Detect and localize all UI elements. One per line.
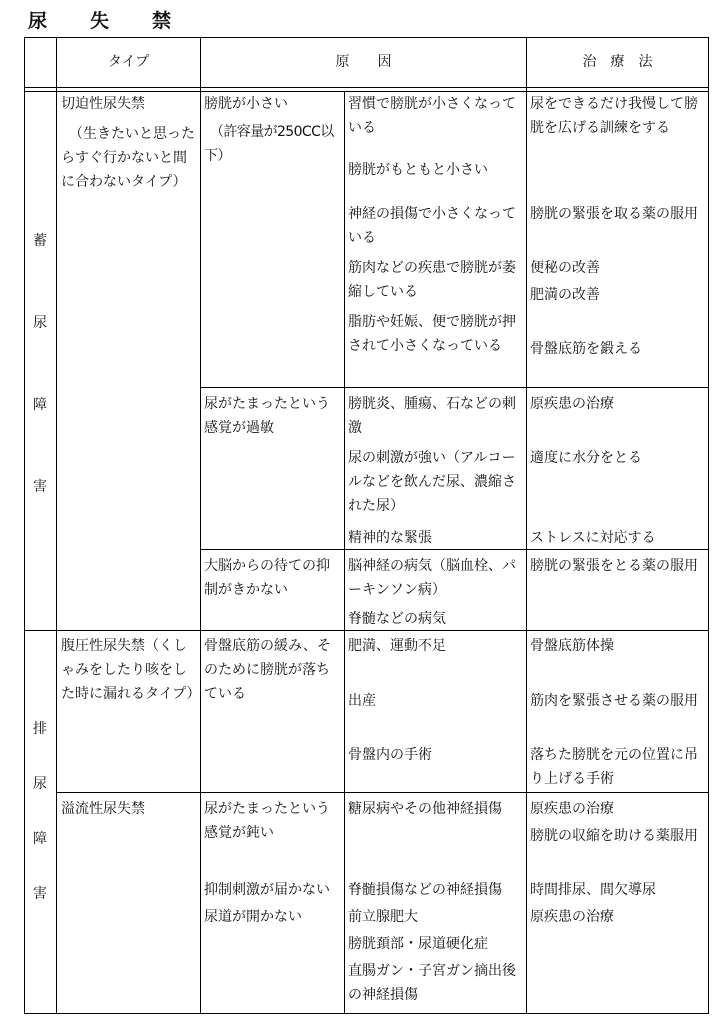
treatment-water: 適度に水分をとる xyxy=(530,450,642,466)
treatment-pelvic-exercise: 骨盤底筋体操 xyxy=(530,638,614,654)
cause-detail-fat-pregnancy: 脂肪や妊娠、便で膀胱が押されて小さくなっている xyxy=(348,314,516,354)
column-rule xyxy=(56,37,57,1014)
table-border-bottom xyxy=(24,1013,708,1014)
table-border-top xyxy=(24,37,708,38)
treatment-contraction-drug: 膀胱の収縮を助ける薬服用 xyxy=(530,828,698,844)
type-urge-description: （生きたいと思ったらすぐ行かないと間に合わないタイプ） xyxy=(61,126,195,190)
group-label-voiding: 排 尿 障 害 xyxy=(33,721,47,902)
cause-detail-originally-small: 膀胱がもともと小さい xyxy=(348,162,488,178)
treatment-hold-training: 尿をできるだけ我慢して膀胱を広げる訓練をする xyxy=(530,96,698,136)
cause-signal-fail: 抑制刺激が届かない xyxy=(204,882,330,898)
cause-detail-obesity: 肥満、運動不足 xyxy=(348,638,446,654)
cause-detail-strong-stimulus: 尿の刺激が強い（アルコールなどを飲んだ尿、濃縮された尿） xyxy=(348,450,516,514)
cause-detail-mental-tension: 精神的な緊張 xyxy=(348,530,432,546)
treatment-disease-3: 原疾患の治療 xyxy=(530,909,614,925)
cause-oversensitive: 尿がたまったという感覚が過敏 xyxy=(204,396,330,436)
cause-detail-habit: 習慣で膀胱が小さくなっている xyxy=(348,96,516,136)
cause-pelvic-loose: 骨盤底筋の緩み、そのために膀胱が落ちている xyxy=(204,638,331,702)
cause-detail-cystitis: 膀胱炎、腫瘍、石などの刺激 xyxy=(348,396,516,436)
treatment-disease: 原疾患の治療 xyxy=(530,396,614,412)
cause-detail-brain-nerve: 脳神経の病気（脳血栓、パーキンソン病） xyxy=(348,558,516,598)
cause-small-bladder-note: （許容量が250CC以下） xyxy=(204,124,334,164)
cause-detail-diabetes: 糖尿病やその他神経損傷 xyxy=(348,801,502,817)
cause-detail-rectal-cancer: 直腸ガン・子宮ガン摘出後の神経損傷 xyxy=(348,963,516,1003)
header-cause: 原 因 xyxy=(335,54,392,70)
document-title: 尿 失 禁 xyxy=(28,10,184,32)
treatment-stress: ストレスに対応する xyxy=(530,530,656,546)
treatment-lift-surgery: 落ちた膀胱を元の位置に吊り上げる手術 xyxy=(530,747,698,787)
treatment-tension-drug: 筋肉を緊張させる薬の服用 xyxy=(530,693,698,709)
cause-detail-muscle-disease: 筋肉などの疾患で膀胱が萎縮している xyxy=(348,260,516,300)
treatment-pelvic-train: 骨盤底筋を鍛える xyxy=(530,341,642,357)
treatment-timed-voiding: 時間排尿、間欠導尿 xyxy=(530,882,656,898)
column-rule xyxy=(344,91,345,1014)
treatment-obesity: 肥満の改善 xyxy=(530,287,600,303)
cause-detail-bladder-neck: 膀胱頚部・尿道硬化症 xyxy=(348,936,488,952)
type-overflow: 溢流性尿失禁 xyxy=(61,801,145,817)
treatment-constipation: 便秘の改善 xyxy=(530,260,600,276)
table-border-right xyxy=(708,37,709,1014)
header-treatment: 治 療 法 xyxy=(582,54,653,70)
header-type: タイプ xyxy=(107,54,150,70)
column-rule xyxy=(200,37,201,1014)
type-stress: 腹圧性尿失禁（くしゃみをしたり咳をした時に漏れるタイプ） xyxy=(61,638,201,702)
treatment-relax-drug-2: 膀胱の緊張をとる薬の服用 xyxy=(530,558,698,574)
cause-dull-sensation: 尿がたまったという感覚が鈍い xyxy=(204,801,330,841)
treatment-relax-drug: 膀胱の緊張を取る薬の服用 xyxy=(530,206,698,222)
column-rule xyxy=(526,37,527,1014)
cause-detail-pelvic-surgery: 骨盤内の手術 xyxy=(348,747,432,763)
table-border-left xyxy=(24,37,25,1014)
row-rule xyxy=(200,387,708,388)
cause-small-bladder: 膀胱が小さい xyxy=(204,96,288,112)
cause-detail-nerve-damage: 神経の損傷で小さくなっている xyxy=(348,206,516,246)
cause-detail-spinal: 脊髄などの病気 xyxy=(348,611,446,627)
cause-urethra-closed: 尿道が開かない xyxy=(204,909,302,925)
row-rule xyxy=(56,792,708,793)
type-urge: 切迫性尿失禁 xyxy=(61,96,145,112)
treatment-disease-2: 原疾患の治療 xyxy=(530,801,614,817)
header-rule xyxy=(24,87,708,88)
cause-detail-prostate: 前立腺肥大 xyxy=(348,909,418,925)
cause-no-inhibition: 大脳からの待ての抑制がきかない xyxy=(204,558,330,598)
group-label-storage: 蓄 尿 障 害 xyxy=(33,233,47,495)
cause-detail-childbirth: 出産 xyxy=(348,693,376,709)
cause-detail-spinal-injury: 脊髄損傷などの神経損傷 xyxy=(348,882,502,898)
